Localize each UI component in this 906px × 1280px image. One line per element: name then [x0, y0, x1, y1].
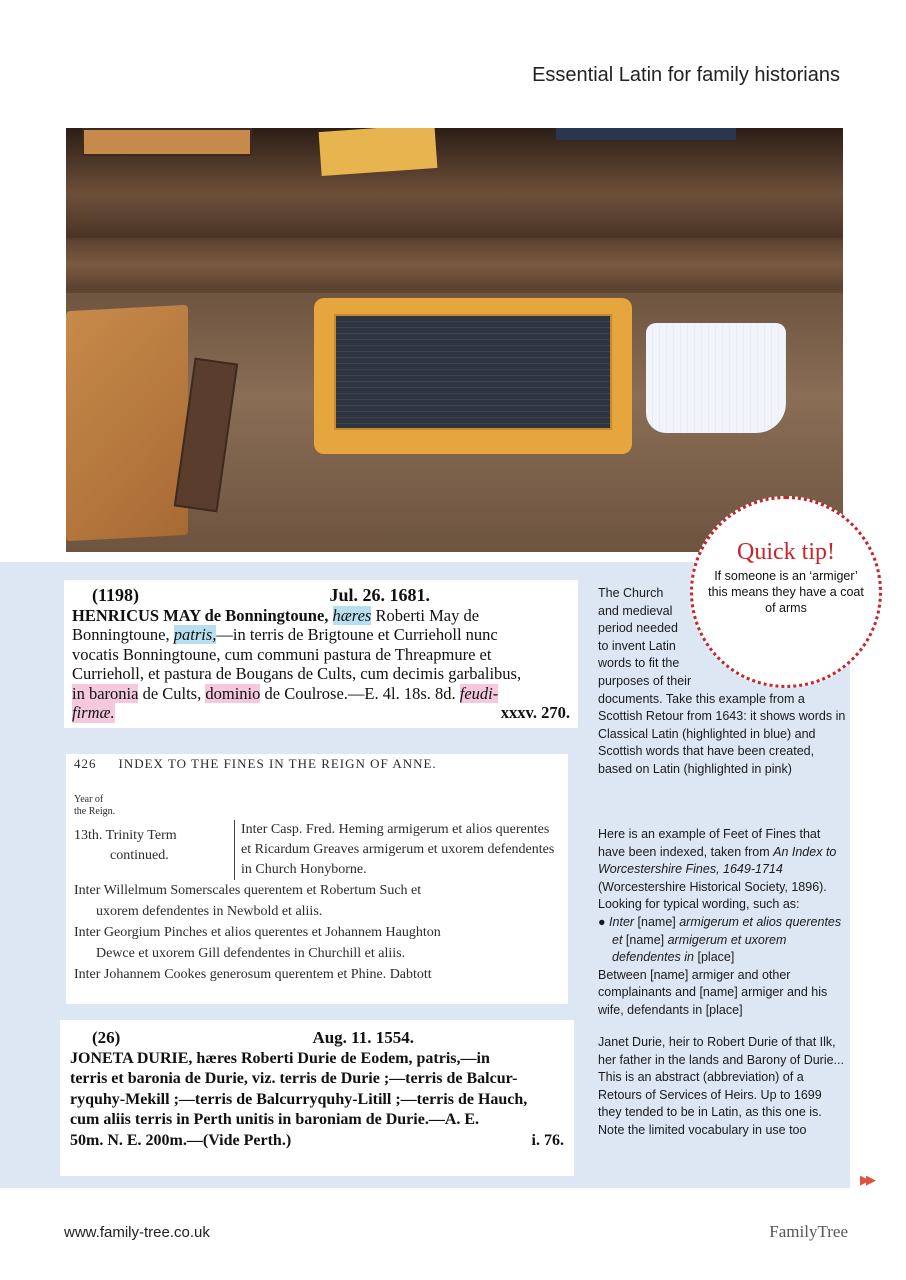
scan3-line3: ryquhy-Mekill ;—terris de Balcurryquhy-Litill ;—terris de Hauch,	[70, 1090, 528, 1108]
bullet-f: [place]	[694, 950, 735, 965]
scan1-line5b: de Cults,	[138, 683, 206, 703]
scan1-date: Jul. 26. 1681.	[329, 585, 430, 605]
scan2-heading: INDEX TO THE FINES IN THE REIGN OF ANNE.	[118, 756, 437, 771]
bullet-d: [name]	[622, 932, 668, 947]
para2-source-title: An Index to Worcestershire Fines, 1649-1714	[598, 844, 837, 877]
scan1-line1c: Roberti May de	[371, 605, 480, 625]
scan3-line1: JONETA DURIE, hæres Roberti Durie de Eodem, patris,—in	[70, 1049, 490, 1067]
scan1-dominio: dominio	[205, 683, 261, 703]
scan2-term: 13th. Trinity Term	[74, 828, 177, 843]
bullet-a: Inter	[609, 914, 635, 929]
scan1-patris: patris,	[173, 625, 217, 644]
scan2-entry-pinches-cont: Dewce et uxorem Gill defendentes in Churchill et aliis.	[96, 946, 406, 961]
bullet-e: armigerum et uxorem defendentes in	[612, 932, 787, 965]
para1-rest: documents. Take this example from a Scottish Retour from 1643: it shows words in Classical Latin (highlighted in blue) and Scottish words that have been created, based on Latin (highlighted in pink)	[598, 691, 846, 776]
quick-tip-text: If someone is an ‘armiger’ this means they have a coat of arms	[708, 569, 864, 615]
scan2-page-number: 426	[74, 756, 97, 771]
footer-url: www.family-tree.co.uk	[64, 1224, 210, 1241]
para1-line: period needed	[598, 621, 678, 636]
para1-line: to invent Latin	[598, 638, 676, 653]
para2-translation: Between [name] armiger and other complainants and [name] armiger and his wife, defendants in [place]	[598, 967, 828, 1017]
retour-scan-1681	[64, 580, 578, 728]
para1-line: purposes of their	[598, 673, 692, 688]
scan1-number: (1198)	[92, 585, 139, 605]
feet-of-fines-explanation	[598, 826, 846, 1020]
bullet-icon: ●	[598, 914, 606, 929]
scan1-line4: Currieholl, et pastura de Bougans de Cults, cum decimis garbalibus,	[72, 664, 522, 683]
scan1-haeres: hæres	[332, 605, 372, 625]
bullet-b: [name]	[634, 914, 680, 929]
para1-line: words to fit the	[598, 656, 680, 671]
scan2-year-label: Year of	[74, 794, 104, 805]
scan2-entry-heming: Inter Casp. Fred. Heming armigerum et alios querentes et Ricardum Greaves armigerum et uxorem defendentes in Church Honyborne.	[234, 820, 560, 880]
page-header-title: Essential Latin for family historians	[532, 64, 840, 86]
para2-after: (Worcestershire Historical Society, 1896). Looking for typical wording, such as:	[598, 879, 827, 912]
quick-tip-title: Quick tip!	[737, 539, 835, 565]
scan1-line2c: —in terris de Brigtoune et Currieholl nunc	[216, 625, 498, 644]
scan1-ref: xxxv. 270.	[500, 703, 570, 722]
scan1-feudi: feudi-	[459, 683, 499, 703]
scan1-line3: vocatis Bonningtoune, cum communi pastura de Threapmure et	[72, 644, 492, 664]
scan2-entry-somerscales-cont: uxorem defendentes in Newbold et aliis.	[96, 904, 323, 919]
scan1-firmae: firmæ.	[72, 703, 115, 722]
continue-arrow-icon: ▶▶	[860, 1172, 872, 1187]
retour-scan-1554	[60, 1020, 574, 1176]
bullet-c: armigerum et alios querentes et	[612, 914, 842, 947]
scan2-entry-cookes: Inter Johannem Cookes generosum querentem et Phine. Dabtott	[74, 967, 432, 982]
scan1-line2a: Bonningtoune,	[72, 625, 174, 644]
scan3-line5: 50m. N. E. 200m.—(Vide Perth.)	[70, 1131, 292, 1149]
durie-explanation: Janet Durie, heir to Robert Durie of that Ilk, her father in the lands and Barony of Durie... This is an abstract (abbreviation) of a Retours of Services of Heirs. Up to 1699 they tended to be in Latin, as this one is. Note the limited vocabulary in use too	[598, 1035, 844, 1137]
classroom-slate-photo	[66, 128, 843, 552]
family-tree-logo: FamilyTree	[769, 1222, 848, 1241]
para2-intro: Here is an example of Feet of Fines that have been indexed, taken from	[598, 827, 821, 859]
scan1-line5d: de Coulrose.—E. 4l. 18s. 8d.	[260, 683, 460, 703]
para1-line: and medieval	[598, 603, 673, 618]
scan1-line1a: HENRICUS MAY de Bonningtoune,	[72, 605, 333, 625]
scan2-entry-somerscales: Inter Willelmum Somerscales querentem et Robertum Such et	[74, 883, 422, 898]
scan3-line2: terris et baronia de Durie, viz. terris de Durie ;—terris de Balcur-	[70, 1070, 518, 1087]
scan3-ref: i. 76.	[531, 1131, 564, 1149]
para1-line: The Church	[598, 586, 664, 600]
quick-tip-badge	[690, 496, 882, 688]
scan3-line4: cum aliis terris in Perth unitis in baroniam de Durie.—A. E.	[70, 1111, 480, 1128]
scan1-in-baronia: in baronia	[72, 683, 139, 703]
scan3-number: (26)	[92, 1028, 121, 1047]
fines-index-scan	[66, 754, 568, 1004]
scan2-reign-label: the Reign.	[74, 806, 116, 817]
scan2-entry-pinches: Inter Georgium Pinches et alios querentes et Johannem Haughton	[74, 925, 441, 940]
scan3-date: Aug. 11. 1554.	[312, 1028, 414, 1047]
wording-bullet	[598, 914, 846, 967]
scan2-continued: continued.	[110, 848, 169, 863]
